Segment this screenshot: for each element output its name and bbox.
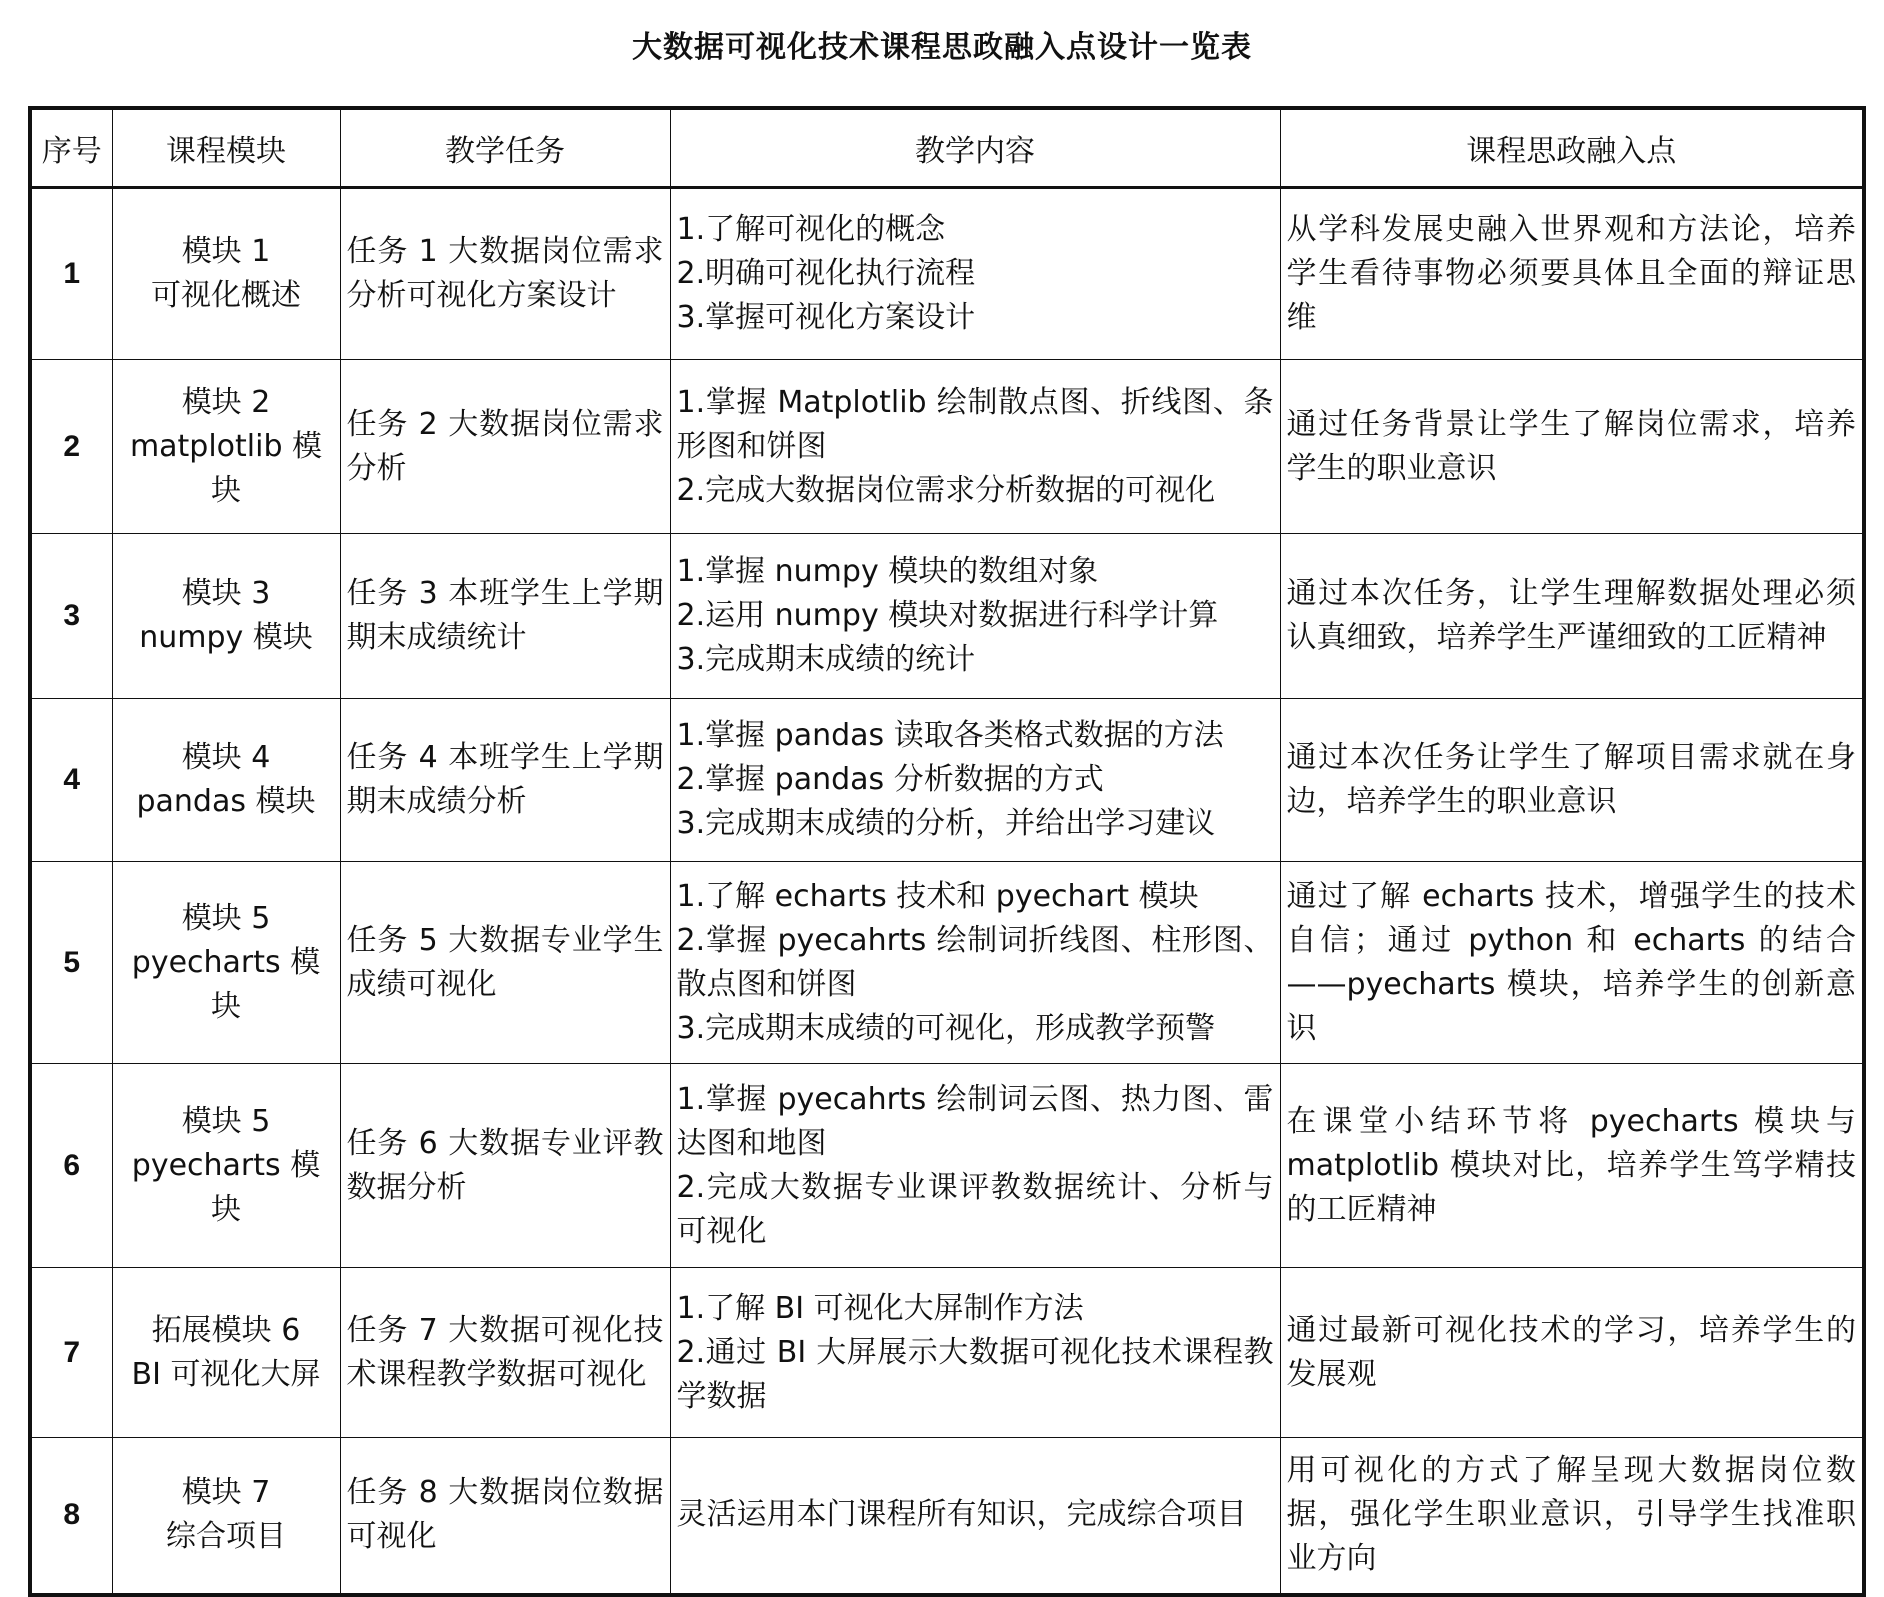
module-subtitle: BI 可视化大屏	[131, 1356, 321, 1392]
content-item: 2.通过 BI 大屏展示大数据可视化技术课程教学数据	[676, 1334, 1274, 1414]
module-subtitle: 可视化概述	[151, 278, 301, 313]
module-cell	[112, 699, 340, 862]
header-content: 教学内容	[670, 108, 1280, 188]
course-table	[28, 106, 1866, 1597]
row-number: 6	[30, 1064, 112, 1268]
module-cell	[112, 1268, 340, 1438]
content-cell	[670, 188, 1280, 360]
row-number: 3	[30, 534, 112, 699]
ideology-cell: 从学科发展史融入世界观和方法论，培养学生看待事物必须要具体且全面的辩证思维	[1280, 188, 1864, 360]
content-item: 3.完成期末成绩的分析，并给出学习建议	[676, 806, 1216, 841]
task-cell: 任务 1 大数据岗位需求分析可视化方案设计	[340, 188, 670, 360]
module-name: 模块 2	[181, 384, 271, 420]
module-subtitle: 综合项目	[166, 1519, 286, 1555]
content-item: 1.掌握 Matplotlib 绘制散点图、折线图、条形图和饼图	[676, 384, 1274, 464]
task-cell: 任务 7 大数据可视化技术课程教学数据可视化	[340, 1268, 670, 1438]
content-cell	[670, 862, 1280, 1064]
content-item: 1.掌握 pandas 读取各类格式数据的方法	[676, 718, 1224, 753]
task-cell: 任务 5 大数据专业学生成绩可视化	[340, 862, 670, 1064]
header-point: 课程思政融入点	[1280, 108, 1864, 188]
content-item: 灵活运用本门课程所有知识，完成综合项目	[676, 1497, 1247, 1533]
content-item: 3.掌握可视化方案设计	[676, 300, 976, 335]
content-item: 1.掌握 numpy 模块的数组对象	[676, 554, 1099, 589]
module-subtitle: numpy 模块	[139, 620, 313, 655]
ideology-cell: 在课堂小结环节将 pyecharts 模块与 matplotlib 模块对比，培养学生笃学精技的工匠精神	[1280, 1064, 1864, 1268]
table-row	[30, 534, 1864, 699]
content-cell	[670, 534, 1280, 699]
content-item: 1.掌握 pyecahrts 绘制词云图、热力图、雷达图和地图	[676, 1081, 1274, 1161]
content-item: 1.了解可视化的概念	[676, 212, 946, 247]
content-item: 1.了解 BI 可视化大屏制作方法	[676, 1290, 1084, 1326]
content-item: 2.运用 numpy 模块对数据进行科学计算	[676, 598, 1219, 633]
module-cell	[112, 188, 340, 360]
table-row	[30, 1268, 1864, 1438]
content-item: 2.完成大数据专业课评教数据统计、分析与可视化	[676, 1169, 1274, 1249]
module-name: 模块 5	[181, 900, 271, 936]
module-subtitle: pyecharts 模块	[131, 1147, 321, 1227]
row-number: 7	[30, 1268, 112, 1438]
module-cell	[112, 1064, 340, 1268]
ideology-cell: 通过了解 echarts 技术，增强学生的技术自信；通过 python 和 echarts 的结合——pyecharts 模块，培养学生的创新意识	[1280, 862, 1864, 1064]
module-subtitle: pyecharts 模块	[131, 944, 321, 1024]
content-item: 2.完成大数据岗位需求分析数据的可视化	[676, 472, 1216, 508]
content-cell	[670, 1268, 1280, 1438]
table-row	[30, 188, 1864, 360]
table-title: 大数据可视化技术课程思政融入点设计一览表	[632, 30, 1252, 65]
ideology-cell: 通过任务背景让学生了解岗位需求，培养学生的职业意识	[1280, 360, 1864, 534]
module-cell	[112, 862, 340, 1064]
module-cell	[112, 534, 340, 699]
table-row	[30, 699, 1864, 862]
table-row	[30, 1064, 1864, 1268]
row-number: 1	[30, 188, 112, 360]
module-name: 模块 3	[181, 576, 271, 611]
ideology-cell: 通过最新可视化技术的学习，培养学生的发展观	[1280, 1268, 1864, 1438]
content-cell	[670, 1438, 1280, 1595]
header-task: 教学任务	[340, 108, 670, 188]
module-name: 模块 1	[181, 234, 271, 269]
module-name: 拓展模块 6	[151, 1312, 301, 1348]
ideology-cell: 通过本次任务，让学生理解数据处理必须认真细致，培养学生严谨细致的工匠精神	[1280, 534, 1864, 699]
content-item: 3.完成期末成绩的可视化，形成教学预警	[676, 1010, 1216, 1046]
task-cell: 任务 8 大数据岗位数据可视化	[340, 1438, 670, 1595]
row-number: 2	[30, 360, 112, 534]
header-num: 序号	[30, 108, 112, 188]
table-row	[30, 1438, 1864, 1595]
ideology-cell: 用可视化的方式了解呈现大数据岗位数据，强化学生职业意识，引导学生找准职业方向	[1280, 1438, 1864, 1595]
content-item: 1.了解 echarts 技术和 pyechart 模块	[676, 878, 1199, 914]
task-cell: 任务 6 大数据专业评教数据分析	[340, 1064, 670, 1268]
ideology-cell: 通过本次任务让学生了解项目需求就在身边，培养学生的职业意识	[1280, 699, 1864, 862]
task-cell: 任务 3 本班学生上学期期末成绩统计	[340, 534, 670, 699]
row-number: 8	[30, 1438, 112, 1595]
task-cell: 任务 4 本班学生上学期期末成绩分析	[340, 699, 670, 862]
content-item: 2.掌握 pandas 分析数据的方式	[676, 762, 1104, 797]
module-subtitle: matplotlib 模块	[129, 428, 323, 508]
module-cell	[112, 360, 340, 534]
task-cell: 任务 2 大数据岗位需求分析	[340, 360, 670, 534]
content-cell	[670, 699, 1280, 862]
content-item: 2.明确可视化执行流程	[676, 256, 976, 291]
row-number: 5	[30, 862, 112, 1064]
row-number: 4	[30, 699, 112, 862]
module-cell	[112, 1438, 340, 1595]
module-name: 模块 7	[181, 1475, 271, 1511]
table-row	[30, 862, 1864, 1064]
content-item: 3.完成期末成绩的统计	[676, 642, 976, 677]
header-module: 课程模块	[112, 108, 340, 188]
module-name: 模块 4	[181, 740, 271, 775]
table-row	[30, 360, 1864, 534]
module-name: 模块 5	[181, 1103, 271, 1139]
content-item: 2.掌握 pyecahrts 绘制词折线图、柱形图、散点图和饼图	[676, 922, 1274, 1002]
content-cell	[670, 1064, 1280, 1268]
module-subtitle: pandas 模块	[136, 784, 316, 819]
header-row	[30, 108, 1864, 188]
content-cell	[670, 360, 1280, 534]
